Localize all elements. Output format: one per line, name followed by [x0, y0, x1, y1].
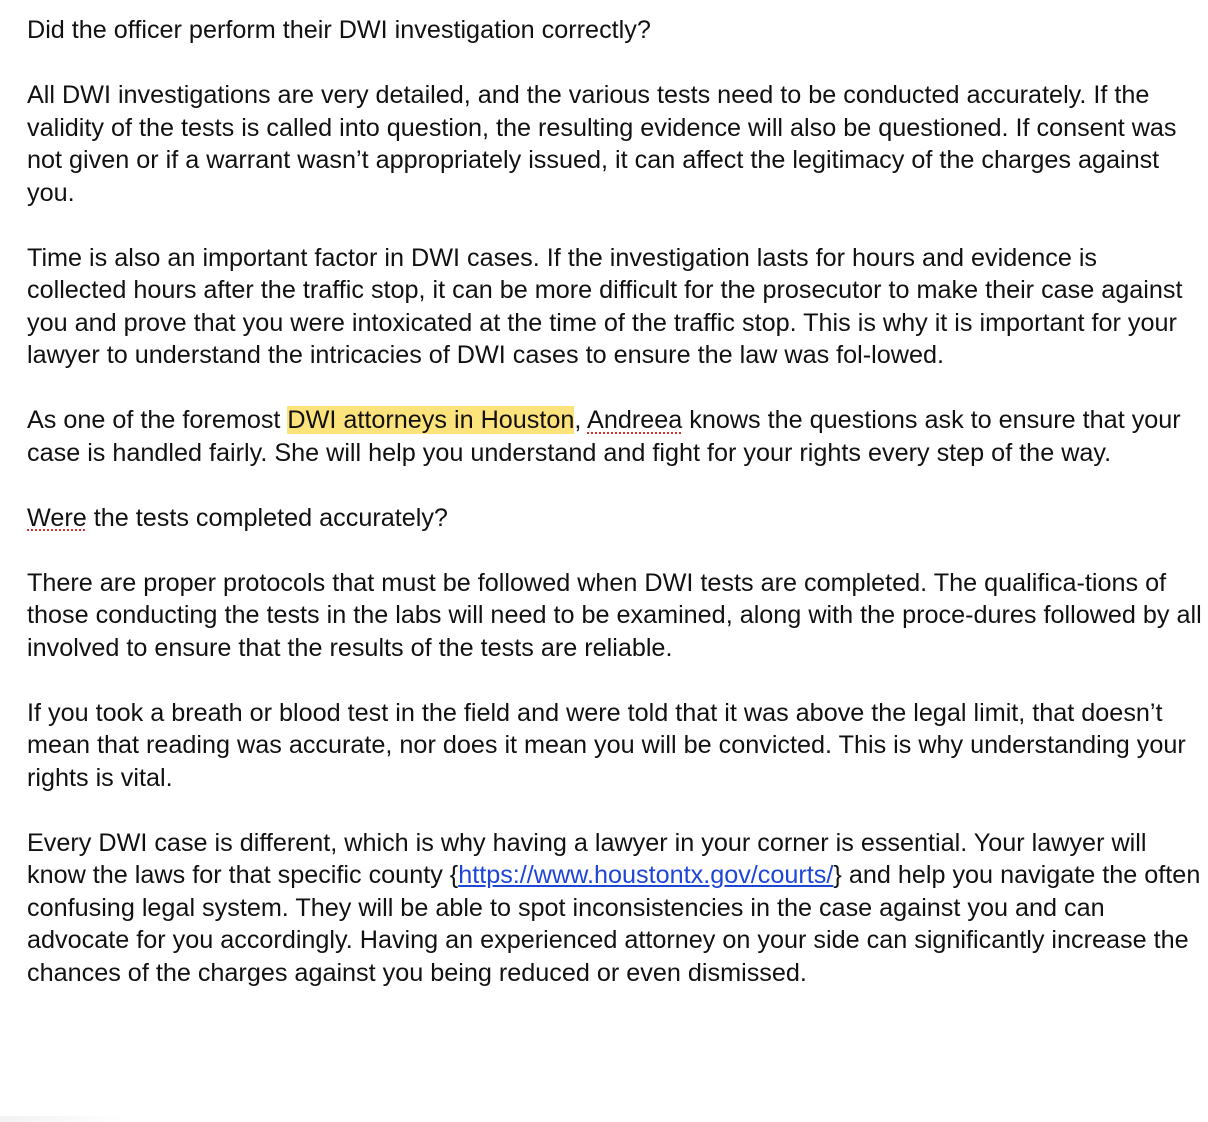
paragraph-breath-test: If you took a breath or blood test in the field and were told that it was above the legal limit, that doesn’t mean that reading was accurate, nor does it mean you will be convicted. This is why understanding your rights is vital.	[27, 698, 1186, 792]
highlighted-keyword[interactable]: DWI attorneys in Houston	[287, 406, 575, 434]
courts-link[interactable]: https://www.houstontx.gov/courts/	[458, 861, 834, 889]
text-segment: } and help you navigate the often confusing legal system. They will be able to spot inconsistencies in the case against you and can advocate for you accordingly. Having an experienced attorney on your side can significantly increase the chances of the charges against you being reduced or even dismissed.	[27, 861, 1201, 987]
scroll-shadow	[0, 1116, 130, 1122]
heading-tests-accurate	[27, 502, 1203, 535]
paragraph-foremost-attorney	[27, 404, 1203, 469]
paragraph-time-factor: Time is also an important factor in DWI cases. If the investigation lasts for hours and evidence is collected hours after the traffic stop, it can be more difficult for the prosecutor to make their case against you and prove that you were intoxicated at the time of the traffic stop. This is why it is important for your lawyer to understand the intricacies of DWI cases to ensure the law was fol-lowed.	[27, 243, 1183, 369]
text-segment: the tests completed accurately?	[86, 503, 448, 532]
document-body	[27, 14, 1203, 1022]
heading-officer-investigation: Did the officer perform their DWI investigation correctly?	[27, 16, 651, 44]
paragraph-dwi-detailed: All DWI investigations are very detailed, and the various tests need to be conducted accurately. If the validity of the tests is called into question, the resulting evidence will also be questioned. If consent was not given or if a warrant wasn’t appropriately issued, it can affect the legitimacy of the charges against you.	[27, 81, 1177, 207]
text-segment: Every DWI case is different, which is why having a lawyer in your corner is essential. Your lawyer will know the laws for that specific county {	[27, 828, 1147, 889]
spellcheck-flagged-word[interactable]: Were	[27, 503, 87, 532]
paragraph-every-case	[27, 827, 1203, 990]
text-segment: ,	[574, 406, 588, 434]
text-segment: As one of the foremost	[27, 406, 288, 434]
spellcheck-flagged-word[interactable]: Andreea	[587, 406, 683, 434]
text-segment: knows the questions ask to ensure that your case is handled fairly. She will help you understand and fight for your rights every step of the way.	[27, 406, 1181, 467]
paragraph-protocols: There are proper protocols that must be followed when DWI tests are completed. The qualifica-tions of those conducting the tests in the labs will need to be examined, along with the proce-dures followed by all involved to ensure that the results of the tests are reliable.	[27, 568, 1202, 662]
